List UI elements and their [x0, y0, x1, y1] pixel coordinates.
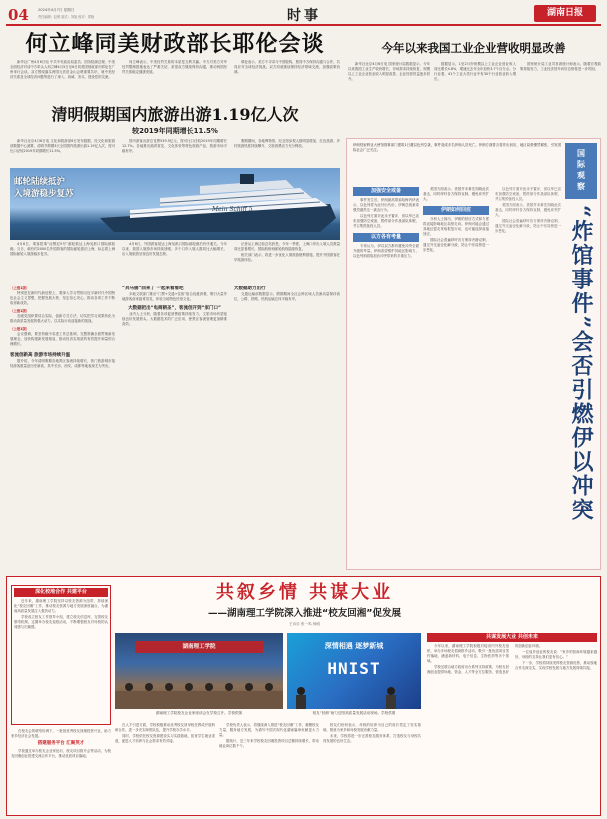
mid-paragraph — [122, 292, 227, 302]
qingming-col-2 — [122, 139, 227, 165]
intl-para: 专家认为，伊以双方都有避免冲突全面升级的考量。伊朗希望维护其地区影响力，以色列则面临加沙冲突带来的多重压力。 — [353, 244, 419, 258]
intl-paragraph — [353, 198, 419, 229]
mid-paragraph — [122, 312, 227, 327]
masthead — [6, 4, 601, 26]
qingming-col-3 — [234, 139, 340, 165]
cruise-photo — [10, 168, 340, 240]
intl-para: 以色列方面对此未予置评，但以军已宣布加强防空戒备，暂停部分作战部队休假，并召集预备役人员。 — [353, 214, 419, 228]
mid-subhead: 大数据助力出行 — [234, 286, 266, 291]
paper-logo — [534, 5, 596, 22]
feature-byline: 王诗乐 张一鸣 杨明 — [288, 622, 321, 626]
news-items-col-2 — [122, 286, 227, 566]
feature-mid-col-1 — [115, 723, 215, 813]
feature-paragraph — [11, 729, 111, 739]
cruise-title-box — [14, 176, 84, 206]
right-lead-headline: 今年以来我国工业企业营收明显改善 — [381, 41, 566, 55]
feature-para: 下一步，学校将持续发挥校友资源优势，推动校地合作走深走实，实现学校发展与地方发展同频共振。 — [515, 661, 597, 670]
feature-mid-col-2 — [219, 723, 319, 813]
qingming-col-1 — [10, 139, 115, 165]
right-lead-col-3 — [520, 62, 601, 134]
news-item-body: 特别是在新时代新征程上，要深入学习贯彻习近平新时代中国特色社会主义思想，把握发展大势，坚定信心决心，推动各项工作不断取得新成效。 — [10, 291, 115, 305]
intl-col-a — [353, 187, 419, 567]
intl-box — [346, 138, 601, 570]
lead-para: 耶伦表示，美方不寻求与中国脱钩，愿同中方保持沟通与合作，共同应对全球经济挑战。双方同意继续保持经济领域交流，加强政策协调。 — [234, 60, 340, 74]
cruise-para: 记者从上海边检总站获悉，今年一季度，上海口岸出入境人员数量同比显著增长，国际航班和邮轮航线陆续恢复。 — [234, 242, 340, 251]
feature-mid-col-3 — [323, 723, 421, 813]
cruise-para: 4月6日，外国游客抵达上海吴淞口国际邮轮港后有序通关。今年以来，我国入境游市场持续回暖，多个口岸入境人数同比大幅增长，出入境旅游呈现良好发展态势。 — [122, 242, 227, 256]
mid-para: 多地文旅部门推出“门票+交通+住宿”组合优惠套餐，吸引大量外地游客前来踏青赏花，体验当地特色民俗文化。 — [122, 292, 227, 301]
mid-para: 业内人士分析，随着各项促消费政策持续发力，文旅市场有望延续良好发展势头。大数据技术的广泛应用，使景区客流管理更加精准高效。 — [122, 312, 227, 326]
feature-para: 在人才引进方面，学校积极推动优秀校友回母校任教或开展科研合作，进一步充实师资队伍，提升学校办学水平。 — [115, 723, 215, 732]
mid-subhead: “兵马俑”回来了 一起来看看吧 — [122, 286, 184, 291]
intl-intro-text: 伊朗驻叙利亚大使馆领事部门建筑1日遭以色列空袭，事件造成多名伊朗人员死亡。伊朗方面誓言将作出回应，地区局势骤然紧张，引发国际社会广泛关注。 — [353, 143, 561, 152]
right-lead-para: 国家统计局工业司首席统计师表示，随着宏观政策持续发力，工业经济回升向好态势将进一步巩固。 — [520, 62, 601, 71]
news-item-body: 各级党组织要结合实际，创新方式方法，切实把学习成果转化为推动高质量发展的强大动力，以实际行动迎接新的挑战。 — [10, 314, 115, 323]
intl-side-label-text: 国际观察 — [576, 149, 586, 193]
intl-paragraph — [423, 217, 489, 253]
section-title: 时事 — [287, 8, 321, 24]
mid-para: 据介绍，今年清明假期各地景区客流持续增长，热门旅游城市接待游客数量创历史新高，其中长沙、西安、成都等地表现尤为突出。 — [10, 359, 115, 368]
photo1-banner — [135, 641, 263, 653]
right-lead-para: 新华社北京4月6日电 国家统计局数据显示，今年以来我国工业生产较快增长，市场需求持续恢复，规模以上工业企业营业收入明显改善，企业经营效益逐步回升。 — [348, 62, 430, 81]
feature-para: 近年来，湖南理工学院坚持以校友资源为纽带，持续深化“校友回湘”工作，推动校友资源与地方发展深度融合，为湖南高质量发展注入强劲动力。 — [14, 599, 108, 613]
feature-para: 同时，学校依托校友资源建设实习实践基地，拓宽学生就业渠道，促进人才培养与社会需求有效对接。 — [115, 734, 215, 743]
news-item — [10, 286, 115, 306]
feature-para: 未来，学校将进一步完善校友服务体系，打造校友与母校共同发展的良好生态。 — [323, 734, 421, 743]
intl-paragraph — [353, 244, 419, 259]
feature-para: 一位返乡创业的校友说：“家乡的营商环境越来越好，母校的支持让我们更有信心。” — [515, 650, 597, 659]
feature-left-box — [11, 585, 111, 725]
feature-kicker: 共叙乡情 共谋大业 — [215, 582, 394, 603]
photo2-people — [287, 683, 421, 709]
photo2-caption: 校友“回湘”助力岳阳高质量发展活动现场。学校供图 — [312, 711, 396, 715]
qingming-para: 假期期间，各地博物馆、纪念馆参观人数明显增加，红色旅游、乡村旅游热度持续攀升，文旅消费活力充分释放。 — [234, 139, 340, 148]
feature-paragraph — [11, 749, 111, 759]
intl-subhead: 伊朗如何回应 — [423, 206, 489, 215]
right-lead-col-1 — [348, 62, 430, 134]
cruise-col-2 — [122, 242, 227, 282]
photo2-banner-text: 深情相遇 逐梦新城 — [324, 642, 384, 650]
mid-para: 交通运输部数据显示，假期期间全社会跨区域人员流动量保持高位，公路、铁路、民航运输总体平稳有序。 — [234, 292, 340, 301]
feature-photo-1 — [115, 633, 283, 709]
intl-para: 分析人士指出，伊朗的回应方式和力度将直接影响地区局势走向。伊朗可能会通过其地区盟友采取报复行动，也可能选择直接回应。 — [423, 217, 489, 236]
lead-col-3 — [234, 60, 340, 100]
mid-subhead: 大数据把出“电商朝圣”，客流创开到“家门口” — [128, 306, 221, 311]
intl-headline-text: “炸馆事件”会否引燃伊以冲突 — [568, 205, 594, 523]
feature-para: 学校负责人表示，将继续深入推进“校友回湘”工作，凝聚校友力量，服务地方发展，为谱写中国式现代化湖南篇章贡献更大力量。 — [219, 723, 319, 737]
photo1-caption: 湖南理工学院校友企业家座谈会在学校召开。学校供图 — [155, 711, 243, 715]
news-item-title: （上接1版） — [10, 327, 30, 331]
editor-line: 责任编辑：赵明 版式：刘旭 校对：郑晓 — [38, 15, 95, 19]
lead-para: 何立峰表示，中美经贸关系的本质是互利共赢。中方对美方对华经贸限制措施表达了严重关切，希望双方继续保持沟通，推动两国经贸关系稳定健康发展。 — [122, 60, 227, 74]
date-line: 2024年4月7日 星期日 — [38, 8, 75, 12]
news-item — [10, 309, 115, 324]
news-item — [10, 327, 115, 347]
intl-side-label — [565, 143, 597, 199]
lead-col-1 — [10, 60, 115, 100]
cruise-photo-title: 邮轮陆续抵沪 — [14, 177, 66, 187]
cruise-caption — [10, 242, 115, 282]
feature-para: 在校友会的联络协调下，一批批优秀校友回湘投资兴业，助力家乡经济社会发展。 — [11, 729, 111, 738]
intl-subhead: 以方各有考量 — [353, 233, 419, 242]
feature-right-subhead: 共谋发展大业 共创未来 — [427, 633, 597, 642]
feature-right-col — [427, 633, 597, 813]
intl-para: 美国方面表示，美国并未事先知晓此次袭击，同时呼吁各方保持克制，避免冲突扩大。 — [423, 187, 489, 201]
qingming-para: 新华社北京4月6日电 文化和旅游部6日发布数据，经文化和旅游部数据中心测算，清明节假期3天全国国内旅游出游1.19亿人次，按可比口径较2019年同期增长11.5%。 — [10, 139, 115, 153]
cruise-caption-text: 4月6日，乘客搭乘“迈锡尼5号”邮轮抵达上海吴淞口国际邮轮港。当日，载有约2000名外国游客的国际邮轮靠泊上海，标志着上海国际邮轮入境游稳步复苏。 — [10, 242, 115, 256]
intl-para: 以色列方面对此未予置评，但以军已宣布加强防空戒备，暂停部分作战部队休假，并召集预备役人员。 — [495, 187, 561, 201]
cruise-col-3 — [234, 242, 340, 282]
lead-col-2 — [122, 60, 227, 100]
feature-para: 学校还联合地方政府出台系列支持政策，为校友回湘创业提供场地、资金、人才等全方位服务，营造良好的创新创业环境。 — [427, 644, 543, 674]
right-lead-col-2 — [434, 62, 516, 134]
intl-para: 事件发生后，伊朗最高领袖哈梅内伊表示，以色列将为此付出代价。伊朗总统莱希强烈谴责这一袭击行为。 — [353, 198, 419, 212]
qingming-headline: 清明假期国内旅游出游1.19亿人次 — [51, 105, 299, 124]
news-items-col-1 — [10, 286, 115, 566]
lead-para: 新华社广州4月6日电 中共中央政治局委员、国务院副总理、中美全面经济对话中方牵头人何立峰4月5日至6日同美国财政部长耶伦在广州举行会谈。双方围绕落实两国元首旧金山会晤重要共识，就中美经济关系及全球经济问题等进行了深入、坦诚、务实、建设性的交流。 — [10, 60, 115, 79]
qingming-subhead: 较2019年同期增长11.5% — [132, 127, 218, 135]
cruise-para: 相关部门表示，将进一步优化入境旅游便利措施，提升外国游客在华旅游体验。 — [234, 253, 340, 262]
intl-subhead: 加强安全戒备 — [353, 187, 419, 196]
intl-para: 美国方面表示，美国并未事先知晓此次袭击，同时呼吁各方保持克制，避免冲突扩大。 — [495, 203, 561, 217]
intl-paragraph — [423, 187, 489, 202]
feature-left-box-title: 深化校地合作 共建平台 — [14, 588, 108, 597]
intl-headline — [567, 205, 597, 555]
feature-paragraph — [427, 644, 597, 810]
qingming-para: 国内游客出游总花费539.5亿元，按可比口径较2019年同期增长12.7%。各地推出踏青赏花、文化体验等特色旅游产品，旅游市场平稳有序。 — [122, 139, 227, 153]
feature-para: 据统计，近三年来学校校友回湘投资项目总额持续增长，带动就业岗位数千个。 — [219, 739, 319, 748]
right-lead-para: 数据显示，1至2月份规模以上工业企业营业收入同比增长4.8%，增速比去年全年加快3.7个百分点。分行业看，41个工业大类行业中有30个行业营业收入增长。 — [434, 62, 516, 81]
feature-subhead: 搭建服务平台 汇聚英才 — [37, 741, 85, 746]
cruise-photo-title: 入境游稳步复苏 — [14, 189, 74, 199]
feature-para: 学校通过举办校友企业家论坛、校友项目推介会等活动，为校友回湘创业搭建交流合作平台，推动优质项目落地。 — [11, 749, 111, 758]
intl-col-b — [423, 187, 489, 567]
intl-para: 国际社会普遍呼吁各方保持冷静克制，通过外交途径化解分歧，防止中东局势进一步恶化。 — [423, 238, 489, 252]
news-item-title: （上接1版） — [10, 286, 30, 290]
feature-para: 校友们纷纷表示，母校的培养为自己的成长奠定了坚实基础，愿意为家乡和母校发展贡献力量。 — [323, 723, 421, 732]
mid-paragraph — [234, 292, 340, 302]
mid-paragraph — [10, 359, 115, 369]
feature-left-lower — [11, 729, 111, 813]
lead-headline: 何立峰同美财政部长耶伦会谈 — [25, 31, 325, 57]
feature-para: 今年以来，湖南理工学院积极对接省内外校友组织，举办多场校友招商推介活动，吸引一批优质项目签约落地，涵盖新材料、电子信息、生物医药等多个领域。 — [427, 644, 509, 663]
feature-paragraph — [14, 599, 108, 630]
photo2-big-text: HNIST — [327, 659, 381, 678]
photo1-banner-text: 湖南理工学院 — [182, 644, 216, 650]
page-number: 04 — [8, 6, 29, 24]
intl-para: 国际社会普遍呼吁各方保持冷静克制，通过外交途径化解分歧，防止中东局势进一步恶化。 — [495, 219, 561, 233]
news-item-body: 会议强调，要坚持稳中求进工作总基调，完整准确全面贯彻新发展理念，加快构建新发展格局，推动经济实现质的有效提升和量的合理增长。 — [10, 332, 115, 346]
intl-side-photo — [495, 187, 561, 567]
news-item-title: （上接1版） — [10, 309, 30, 313]
intl-paragraph — [495, 187, 561, 234]
feature-section — [6, 576, 601, 816]
paper-logo-text: 湖南日报 — [546, 8, 583, 18]
cruise-ship-illustration — [90, 174, 340, 238]
news-items-col-3 — [234, 286, 340, 566]
feature-para: 学校成立校友工作领导小组，建立校友信息库，完善校友联络机制，定期举办校友返校活动，不断增强校友对母校的认同感与归属感。 — [14, 615, 108, 629]
ship-name-label: Mein Schiff 5 — [212, 206, 253, 213]
photo1-audience — [115, 673, 283, 709]
mid-subhead: 客流创新高 旅游市场持续升温 — [10, 353, 71, 358]
feature-headline: ——湖南理工学院深入推进“校友回湘”促发展 — [208, 608, 401, 619]
feature-photo-2 — [287, 633, 421, 709]
intl-intro — [353, 143, 561, 183]
